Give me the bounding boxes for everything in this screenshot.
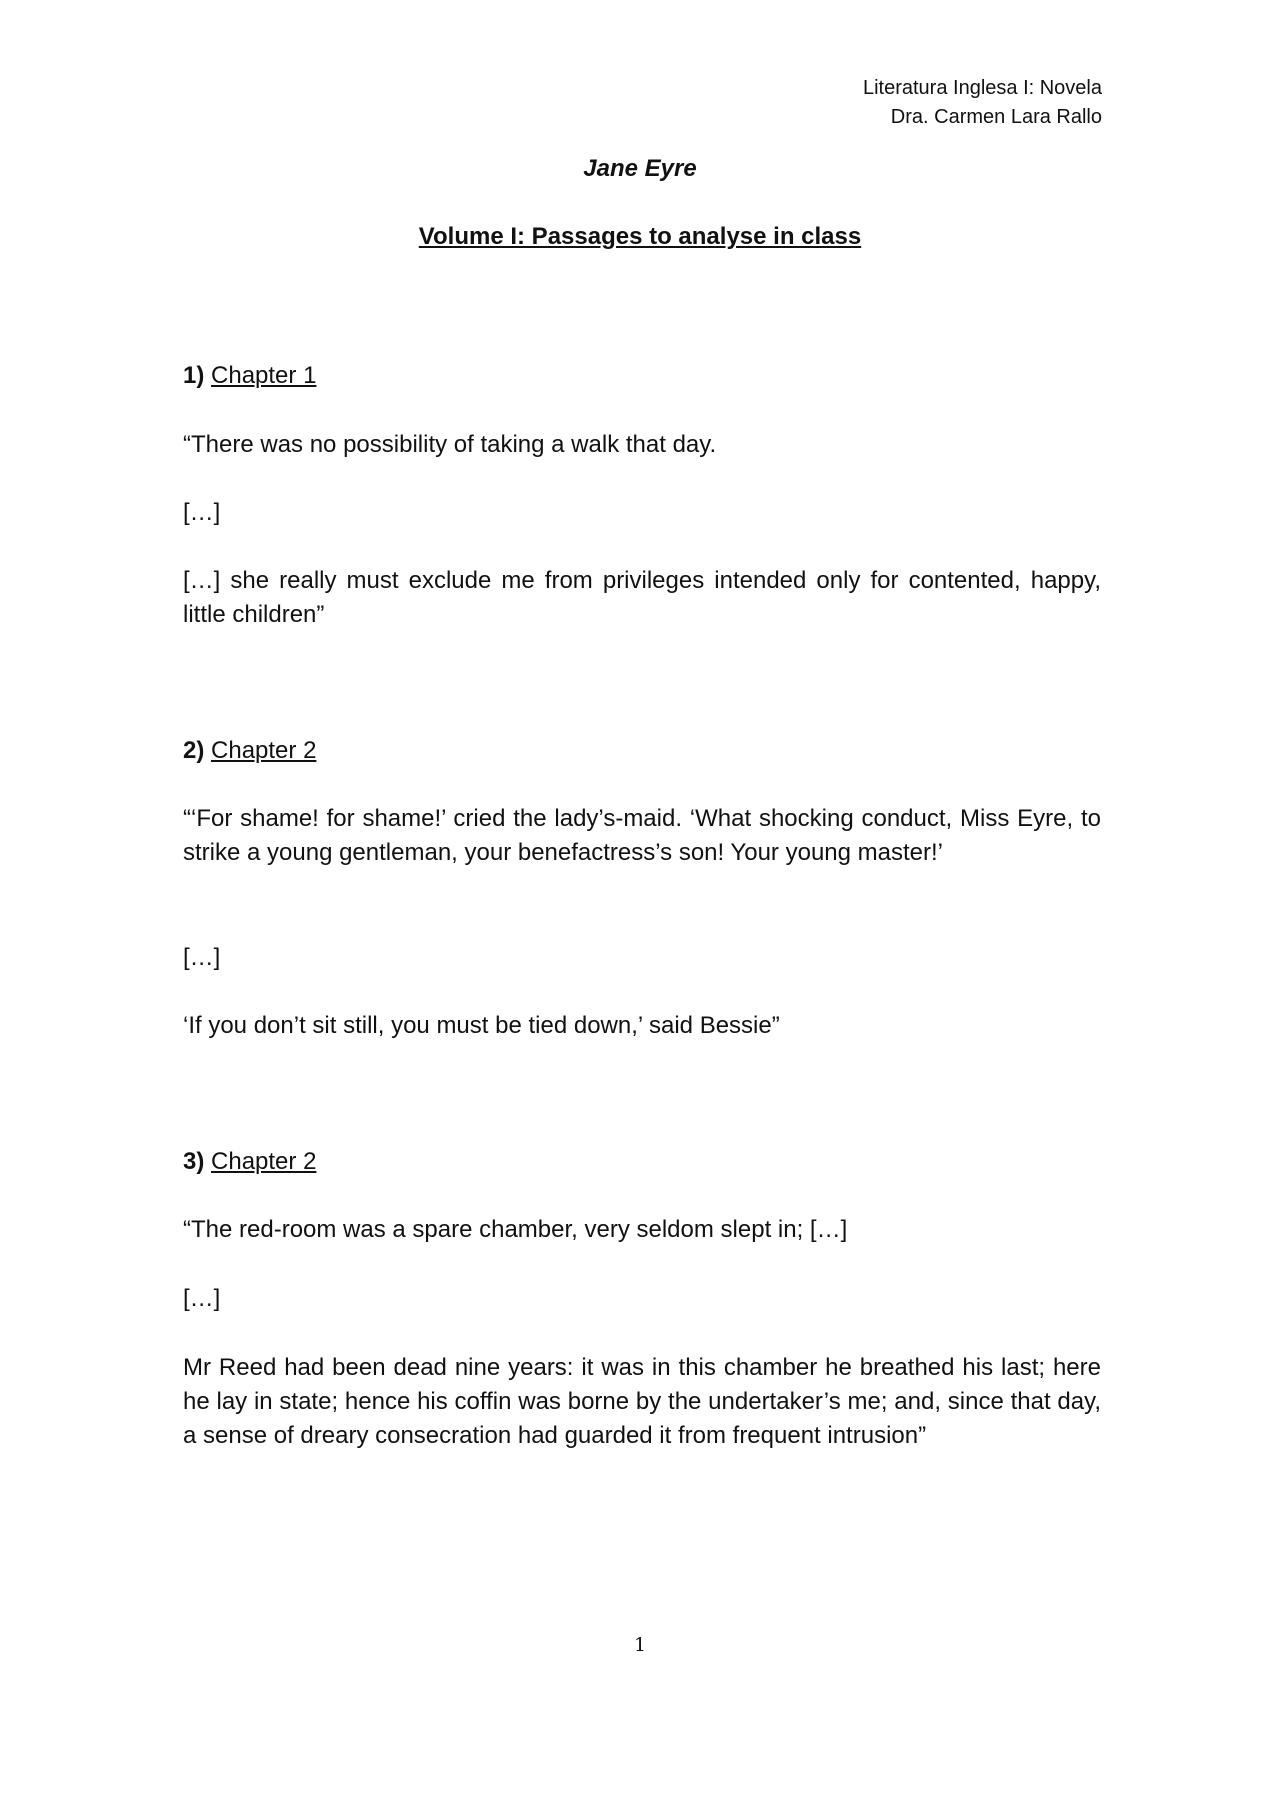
- passage-2-ellipsis: […]: [183, 944, 221, 971]
- passage-1-opening: “There was no possibility of taking a walk that day.: [183, 431, 717, 458]
- chapter-label: Chapter 2: [211, 737, 317, 764]
- passage-1-ellipsis: […]: [183, 499, 221, 526]
- passage-number: 3): [183, 1148, 205, 1175]
- passage-1-closing: […] she really must exclude me from privileges intended only for contented, happy, little children”: [183, 567, 1101, 628]
- passage-1-heading: [183, 359, 1101, 393]
- passage-2-closing: ‘If you don’t sit still, you must be tied down,’ said Bessie”: [183, 1012, 780, 1039]
- page-number: 1: [633, 1634, 647, 1656]
- passage-number: 2): [183, 737, 205, 764]
- passage-3-ellipsis: […]: [183, 1285, 221, 1312]
- course-name: Literatura Inglesa I: Novela: [862, 77, 1102, 99]
- lecturer-name: Dra. Carmen Lara Rallo: [890, 106, 1102, 128]
- chapter-label: Chapter 2: [211, 1148, 317, 1175]
- passage-number: 1): [183, 362, 205, 389]
- document-title: Jane Eyre: [583, 155, 697, 182]
- passage-3-closing: Mr Reed had been dead nine years: it was in this chamber he breathed his last; here he lay in state; hence his coffin was borne by the undertaker’s me; and, since that day, a sense of dreary consecration had guarded it from frequent intrusion”: [183, 1354, 1101, 1449]
- passage-3-opening: “The red-room was a spare chamber, very seldom slept in; […]: [183, 1216, 848, 1243]
- course-header: [863, 74, 1102, 132]
- chapter-label: Chapter 1: [211, 362, 317, 389]
- passage-2-heading: [183, 734, 1101, 768]
- passage-2-opening: “‘For shame! for shame!’ cried the lady’s-maid. ‘What shocking conduct, Miss Eyre, to strike a young gentleman, your benefactress’s son! Your young master!’: [183, 805, 1101, 866]
- passage-3-heading: [183, 1145, 1101, 1179]
- document-subtitle: Volume I: Passages to analyse in class: [418, 223, 862, 250]
